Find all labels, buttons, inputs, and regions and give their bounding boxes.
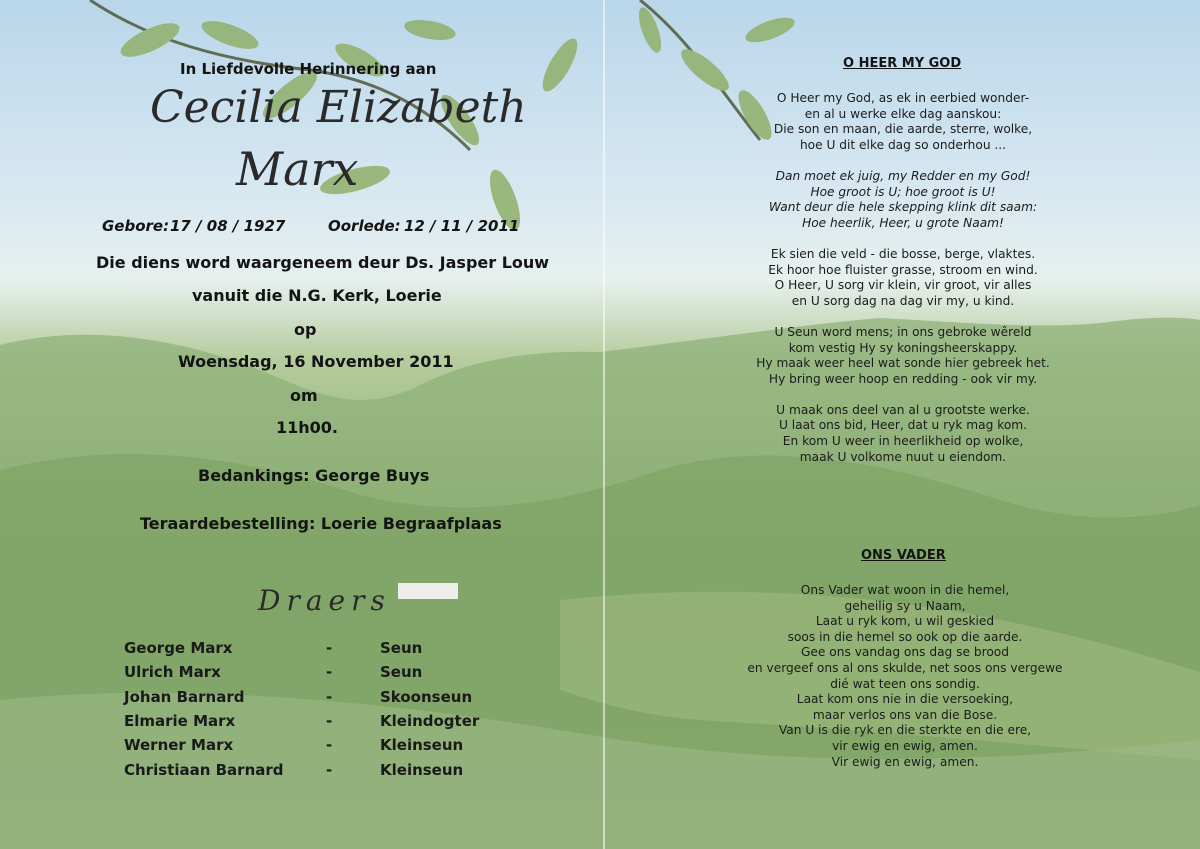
memorial-heading: In Liefdevolle Herinnering aan xyxy=(180,60,437,78)
hymn-line: Ek hoor hoe fluister grasse, stroom en wind. xyxy=(768,262,1038,277)
bearer-row xyxy=(124,733,479,757)
prayer-line: Laat u ryk kom, u wil geskied xyxy=(815,614,995,629)
bearer-row xyxy=(124,660,479,684)
prayer-title: ONS VADER xyxy=(861,548,946,563)
hymn-line: U laat ons bid, Heer, dat u ryk mag kom. xyxy=(778,418,1028,433)
prayer-line: Vir ewig en ewig, amen. xyxy=(831,754,979,769)
bearer-row xyxy=(124,709,479,733)
hymn-line: en U sorg dag na dag vir my, u kind. xyxy=(791,293,1015,308)
bearer-name: Johan Barnard xyxy=(124,687,245,706)
hymn-line: Hoe heerlik, Heer, u grote Naam! xyxy=(802,215,1004,230)
hymn-line: Hoe groot is U; hoe groot is U! xyxy=(810,184,996,199)
hymn-line: En kom U weer in heerlikheid op wolke, xyxy=(782,434,1024,449)
bearer-relation: Seun xyxy=(380,639,423,658)
prayer-line: dié wat teen ons sondig. xyxy=(830,676,980,691)
service-time: 11h00. xyxy=(276,418,338,437)
died-date: 12 / 11 / 2011 xyxy=(404,217,520,235)
prayer-line: Van U is die ryk en die sterkte en die ere, xyxy=(778,723,1032,738)
bearer-relation: Kleindogter xyxy=(380,712,480,731)
hymn-line: en al u werke elke dag aanskou: xyxy=(804,106,1002,121)
prayer-line: maar verlos ons van die Bose. xyxy=(812,707,998,722)
bearer-dash: - xyxy=(326,712,333,731)
hymn-title: O HEER MY GOD xyxy=(843,56,962,71)
hymn-line: Dan moet ek juig, my Redder en my God! xyxy=(775,168,1031,183)
hymn-stanza xyxy=(703,325,1103,387)
service-venue: vanuit die N.G. Kerk, Loerie xyxy=(192,286,442,305)
bearer-dash: - xyxy=(326,736,333,755)
service-om: om xyxy=(290,386,318,405)
bearer-name: Christiaan Barnard xyxy=(124,760,284,779)
bearer-dash: - xyxy=(326,760,333,779)
farmhouse xyxy=(398,583,458,599)
prayer-line: soos in die hemel so ook op die aarde. xyxy=(787,629,1023,644)
service-officiant: Die diens word waargeneem deur Ds. Jasper Louw xyxy=(96,253,550,272)
bearer-relation: Skoonseun xyxy=(380,687,473,706)
prayer-line: en vergeef ons al ons skulde, net soos ons vergewe xyxy=(747,660,1063,675)
hymn-line: O Heer, U sorg vir klein, vir groot, vir alles xyxy=(774,278,1032,293)
hymn-line: Hy bring weer hoop en redding - ook vir my. xyxy=(768,371,1038,386)
hymn-line: Hy maak weer heel wat sonde hier gebreek het. xyxy=(756,356,1050,371)
bearer-dash: - xyxy=(326,663,333,682)
hymn-line: kom vestig Hy sy koningsheerskappy. xyxy=(788,340,1018,355)
hymn-line: maak U volkome nuut u eiendom. xyxy=(799,449,1007,464)
deceased-first-names: Cecilia Elizabeth xyxy=(150,82,527,133)
hymn-stanza xyxy=(703,169,1103,231)
bearer-row xyxy=(124,757,479,781)
hymn-line: Want deur die hele skepping klink dit saam: xyxy=(768,200,1038,215)
bearer-name: Elmarie Marx xyxy=(124,712,236,731)
service-date: Woensdag, 16 November 2011 xyxy=(178,352,454,371)
hymn-stanza xyxy=(703,403,1103,465)
thanks-line: Bedankings: George Buys xyxy=(198,466,430,485)
hymn-line: O Heer my God, as ek in eerbied wonder- xyxy=(776,91,1030,105)
bearers-title: Draers xyxy=(258,584,391,617)
prayer-line: Gee ons vandag ons dag se brood xyxy=(800,645,1009,660)
hymn-line: Die son en maan, die aarde, sterre, wolke, xyxy=(773,122,1033,137)
hymn-line: hoe U dit elke dag so onderhou ... xyxy=(799,137,1007,152)
bearer-row xyxy=(124,636,479,660)
hymn-line: U maak ons deel van al u grootste werke. xyxy=(776,402,1030,417)
bearer-row xyxy=(124,685,479,709)
prayer-line: geheilig sy u Naam, xyxy=(844,598,966,613)
prayer-line: Ons Vader wat woon in die hemel, xyxy=(800,583,1010,597)
bearer-name: Werner Marx xyxy=(124,736,234,755)
hymn-text xyxy=(703,91,1103,481)
bearer-name: Ulrich Marx xyxy=(124,663,221,682)
bearer-relation: Kleinseun xyxy=(380,736,464,755)
bearers-table xyxy=(124,636,479,782)
born-label: Gebore: xyxy=(102,217,170,235)
prayer-text xyxy=(700,583,1110,770)
hymn-stanza xyxy=(703,91,1103,153)
deceased-surname: Marx xyxy=(236,142,359,196)
bearer-relation: Seun xyxy=(380,663,423,682)
hymn-line: Ek sien die veld - die bosse, berge, vlaktes. xyxy=(770,246,1036,261)
bearer-relation: Kleinseun xyxy=(380,760,464,779)
service-op: op xyxy=(294,320,317,339)
born-date: 17 / 08 / 1927 xyxy=(170,217,286,235)
burial-line: Teraardebestelling: Loerie Begraafplaas xyxy=(140,514,502,533)
bearer-dash: - xyxy=(326,639,333,658)
prayer-line: Laat kom ons nie in die versoeking, xyxy=(796,692,1014,707)
bearer-name: George Marx xyxy=(124,639,233,658)
prayer-line: vir ewig en ewig, amen. xyxy=(832,738,978,753)
bearer-dash: - xyxy=(326,687,333,706)
fold-line xyxy=(603,0,605,849)
hymn-line: U Seun word mens; in ons gebroke wêreld xyxy=(774,324,1032,339)
hymn-stanza xyxy=(703,247,1103,309)
died-label: Oorlede: xyxy=(328,217,401,235)
